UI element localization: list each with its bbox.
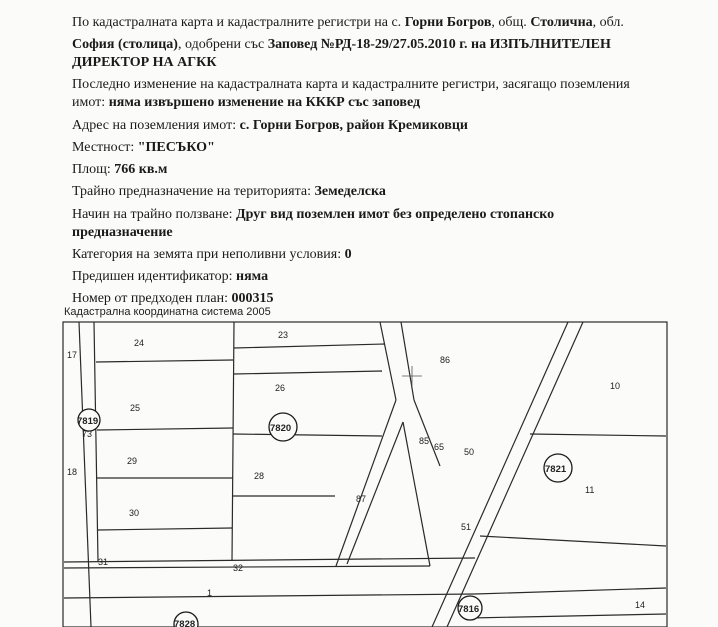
parcel-label: 85 xyxy=(419,436,430,446)
road-edge xyxy=(336,400,396,566)
text: 000315 xyxy=(231,291,274,306)
block-label: 7816 xyxy=(458,604,480,615)
road-edge xyxy=(64,594,475,598)
line-6 xyxy=(72,117,468,134)
line-8 xyxy=(72,161,167,178)
text: ДИРЕКТОР НА АГКК xyxy=(72,55,217,70)
map-frame xyxy=(63,322,667,627)
parcel-label: 51 xyxy=(461,522,472,532)
parcel-label: 10 xyxy=(610,381,621,391)
line-3 xyxy=(72,54,216,71)
parcel-label: 28 xyxy=(254,471,265,481)
boundary xyxy=(234,344,385,348)
block-label: 7819 xyxy=(77,416,99,427)
text: "ПЕСЪКО" xyxy=(137,140,215,155)
text: Площ: xyxy=(72,162,115,177)
boundary xyxy=(234,371,382,374)
block-label: 7820 xyxy=(270,423,292,434)
text: 0 xyxy=(344,247,352,262)
road-edge xyxy=(401,322,414,400)
line-12 xyxy=(72,246,352,263)
parcel-label: 87 xyxy=(356,494,367,504)
text: Друг вид поземлен имот без определено стопанско xyxy=(236,207,555,222)
parcel-label: 11 xyxy=(585,485,595,495)
text: Горни Богров xyxy=(404,15,492,30)
road-edge xyxy=(475,588,666,594)
text: няма xyxy=(236,269,269,284)
parcel-label: 23 xyxy=(278,330,289,340)
text: , обл. xyxy=(592,15,624,30)
parcel-label: 14 xyxy=(635,600,646,610)
line-11 xyxy=(72,224,173,241)
line-9 xyxy=(72,183,386,200)
road-edge xyxy=(64,566,430,568)
line-1 xyxy=(72,14,624,31)
parcel-label: 18 xyxy=(67,467,78,477)
boundary xyxy=(94,322,98,561)
block-label: 7828 xyxy=(174,619,196,627)
text: Предишен идентификатор: xyxy=(72,269,237,284)
line-5 xyxy=(72,94,420,111)
parcel-label: 26 xyxy=(275,383,286,393)
text: Начин на трайно ползване: xyxy=(72,207,237,222)
text: 766 кв.м xyxy=(114,162,168,177)
parcel-label: 30 xyxy=(129,508,140,518)
block-label: 7821 xyxy=(545,464,567,475)
text: Трайно предназначение на територията: xyxy=(72,184,315,199)
parcel-label: 1 xyxy=(207,588,213,598)
text: няма извършено изменение на КККР със заповед xyxy=(108,95,421,110)
boundary xyxy=(233,434,382,436)
road-edge xyxy=(347,422,403,564)
parcel-label: 29 xyxy=(127,456,138,466)
map-title: Кадастрална координатна система 2005 xyxy=(64,306,271,318)
text: Последно изменение на кадастралната карта и кадастралните регистри, засягащо поземления xyxy=(72,77,630,92)
parcel-label: 50 xyxy=(464,447,475,457)
document-text xyxy=(0,0,718,310)
boundary xyxy=(79,322,91,627)
boundary xyxy=(98,528,232,530)
text: Адрес на поземления имот: xyxy=(72,118,240,133)
text: Земеделска xyxy=(314,184,386,199)
parcel-label: 86 xyxy=(440,355,451,365)
boundary xyxy=(96,360,233,362)
parcel-label: 65 xyxy=(434,442,445,452)
crosshair-icon xyxy=(402,366,422,386)
boundary xyxy=(470,614,666,618)
cadastral-map xyxy=(0,318,718,627)
boundary xyxy=(232,322,234,561)
text: Номер от предходен план: xyxy=(72,291,232,306)
parcel-label: 73 xyxy=(82,429,93,439)
line-14 xyxy=(72,290,273,307)
boundary xyxy=(97,428,233,430)
text: , общ. xyxy=(491,15,531,30)
road-edge xyxy=(414,400,440,466)
text: Заповед №РД-18-29/27.05.2010 г. на ИЗПЪЛНИТЕЛЕН xyxy=(267,37,611,52)
parcel-label: 17 xyxy=(67,350,78,360)
text: София (столица) xyxy=(72,37,178,52)
text: , одобрени със xyxy=(177,37,268,52)
line-4 xyxy=(72,76,630,93)
text: предназначение xyxy=(72,225,173,240)
parcel-label: 32 xyxy=(233,563,244,573)
text: имот: xyxy=(72,95,109,110)
line-7 xyxy=(72,139,215,156)
text: с. Горни Богров, район Кремиковци xyxy=(239,118,468,133)
parcel-label: 25 xyxy=(130,403,141,413)
parcel-label: 24 xyxy=(134,338,145,348)
line-13 xyxy=(72,268,268,285)
parcel-label: 31 xyxy=(98,557,109,567)
road-edge xyxy=(64,558,475,562)
text: Категория на земята при неполивни условия: xyxy=(72,247,345,262)
text: Столична xyxy=(530,15,593,30)
line-10 xyxy=(72,206,554,223)
line-2 xyxy=(72,36,611,53)
boundary xyxy=(480,536,666,546)
boundary xyxy=(530,434,666,436)
text: Местност: xyxy=(72,140,138,155)
text: По кадастралната карта и кадастралните регистри на с. xyxy=(72,15,405,30)
road-edge xyxy=(380,322,396,400)
